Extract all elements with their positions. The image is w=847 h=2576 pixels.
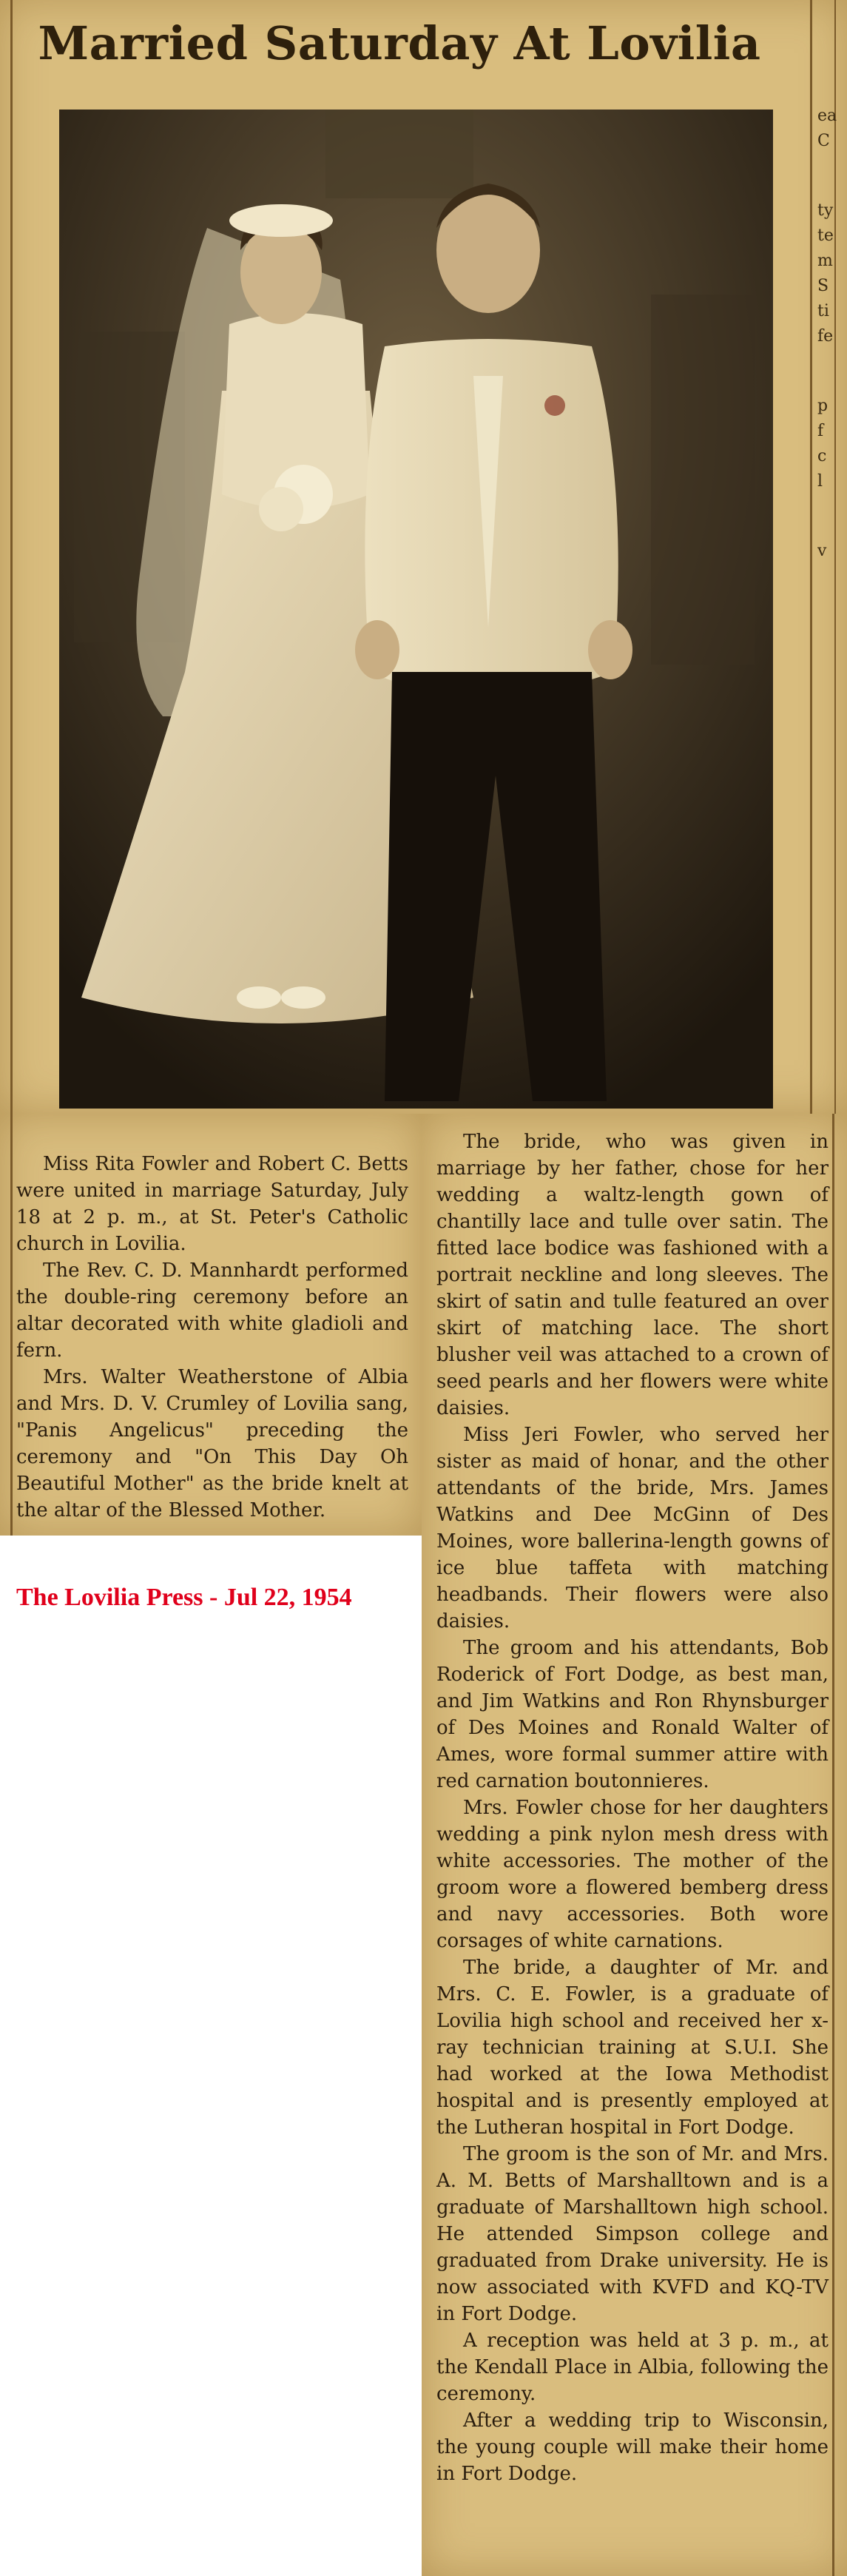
fragment-2: ty xyxy=(817,201,834,220)
fragment-12: v xyxy=(817,542,827,560)
paragraph-groomsmen: The groom and his attendants, Bob Roderick of Fort Dodge, as best man, and Jim Watkins and Ron Rhynsburger of Des Moines and Ronald Walter of Ames, wore formal summer attire with red carnation boutonnieres. xyxy=(436,1637,829,1792)
fragment-0: ea xyxy=(817,107,837,125)
fragment-7: fe xyxy=(817,327,834,346)
headline: Married Saturday At Lovilia xyxy=(38,16,761,70)
fragment-10: c xyxy=(817,447,827,465)
paragraph-honeymoon: After a wedding trip to Wisconsin, the young couple will make their home in Fort Dodge. xyxy=(436,2409,829,2485)
fragment-6: ti xyxy=(817,302,829,320)
paragraph-music: Mrs. Walter Weatherstone of Albia and Mrs. D. V. Crumley of Lovilia sang, "Panis Angelicus" preceding the ceremony and "On This Day Oh Beautiful Mother" as the bride knelt at the altar of the Blessed Mother. xyxy=(16,1366,408,1521)
fragment-11: l xyxy=(817,472,823,491)
paragraph-bride-background: The bride, a daughter of Mr. and Mrs. C. E. Fowler, is a graduate of Lovilia high school and received her x-ray technician training at S.U.I. She had worked at the Iowa Methodist hospital and is presently employed at the Lutheran hospital in Fort Dodge. xyxy=(436,1957,829,2139)
left-text-clipping xyxy=(0,1114,422,1536)
left-border-rule xyxy=(10,0,13,1114)
source-caption: The Lovilia Press - Jul 22, 1954 xyxy=(16,1584,352,1611)
paragraph-mothers: Mrs. Fowler chose for her daughters wedding a pink nylon mesh dress with white accessories. The mother of the groom wore a flowered bemberg dress and navy accessories. Both wore corsages of white carnations. xyxy=(436,1797,829,1952)
fragment-1: C xyxy=(817,132,830,150)
paragraph-groom-background: The groom is the son of Mr. and Mrs. A. M. Betts of Marshalltown and is a graduate of Marshalltown high school. He attended Simpson college and graduated from Drake university. He is now associated with KVFD and KQ-TV in Fort Dodge. xyxy=(436,2143,829,2325)
fragment-9: f xyxy=(817,422,824,440)
adjacent-column-fragments xyxy=(817,104,847,1066)
article-right-column xyxy=(436,1129,829,2487)
paragraph-attendants: Miss Jeri Fowler, who served her sister as maid of honar, and the other attendants of the bride, Mrs. James Watkins and Dee McGinn of Des Moines, wore ballerina-length gowns of ice blue taffeta with matching headbands. Their flowers were also daisies. xyxy=(436,1424,829,1632)
fragment-5: S xyxy=(817,277,829,295)
wedding-photo xyxy=(59,110,773,1109)
wedding-couple-image xyxy=(59,110,773,1109)
right-column-rule xyxy=(810,0,812,1114)
right-text-clipping xyxy=(422,1114,847,2576)
paragraph-ceremony: The Rev. C. D. Mannhardt performed the double-ring ceremony before an altar decorated with white gladioli and fern. xyxy=(16,1260,408,1362)
fragment-8: p xyxy=(817,397,829,415)
paragraph-intro: Miss Rita Fowler and Robert C. Betts were united in marriage Saturday, July 18 at 2 p. m., at St. Peter's Catholic church in Lovilia. xyxy=(16,1153,408,1255)
paragraph-reception: A reception was held at 3 p. m., at the Kendall Place in Albia, following the ceremony. xyxy=(436,2330,829,2405)
top-clipping xyxy=(0,0,847,1114)
left-border-rule-lower xyxy=(10,1114,13,1536)
article-left-column xyxy=(16,1151,408,1524)
fragment-3: te xyxy=(817,226,834,245)
fragment-4: m xyxy=(817,252,833,270)
paragraph-gown: The bride, who was given in marriage by her father, chose for her wedding a waltz-length gown of chantilly lace and tulle over satin. The fitted lace bodice was fashioned with a portrait neckline and long sleeves. The skirt of satin and tulle featured an over skirt of matching lace. The short blusher veil was attached to a crown of seed pearls and her flowers were white daisies. xyxy=(436,1131,829,1419)
right-clip-rule xyxy=(832,1114,834,2576)
